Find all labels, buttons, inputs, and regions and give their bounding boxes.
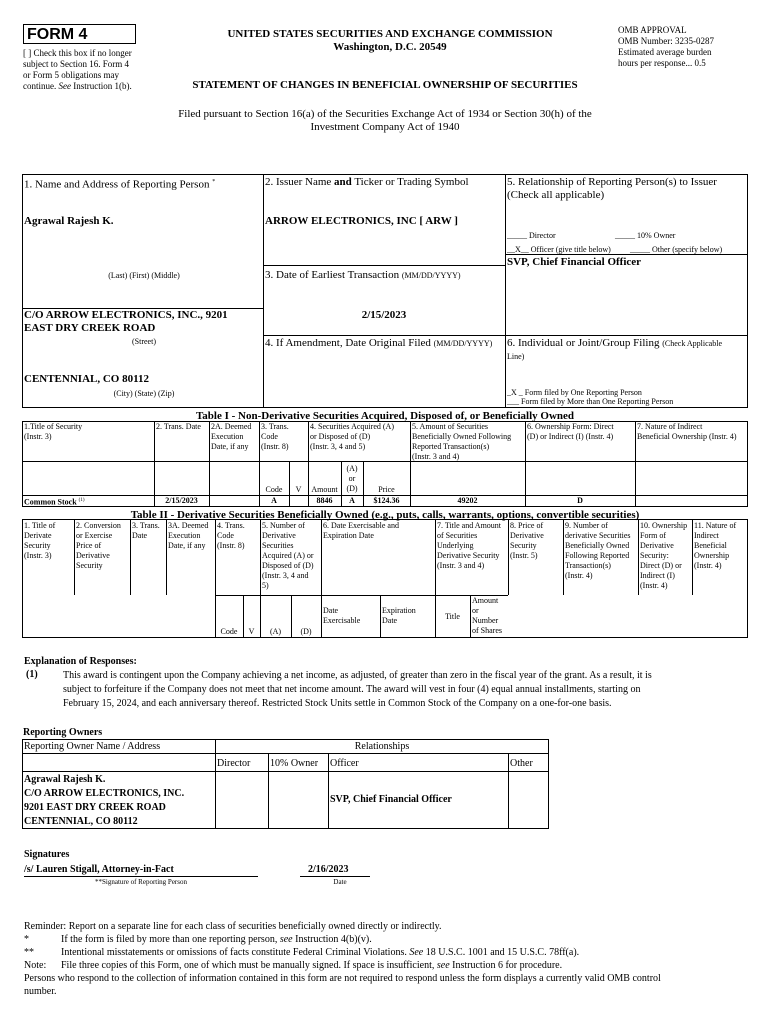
t2-c2: 2. Conversion or Exercise Price of Derivative Security	[76, 521, 121, 570]
form-label-box	[23, 24, 136, 44]
t1-col1: 1.Title of Security (Instr. 3)	[24, 422, 83, 441]
t2-c10: 10. Ownership Form of Derivative Security: Direct (D) or Indirect (I) (Instr. 4)	[640, 521, 688, 590]
t2-c5: 5. Number of Derivative Securities Acquired (A) or Disposed of (D) (Instr. 3, 4 and 5)	[262, 521, 314, 590]
t1-col2a: 2A. Deemed Execution Date, if any	[211, 422, 252, 451]
signature-date: 2/16/2023	[308, 864, 349, 875]
t2-c7: 7. Title and Amount of Securities Underlying Derivative Security (Instr. 3 and 4)	[437, 521, 502, 570]
other-option: _____ Other (specify below)	[630, 245, 723, 254]
footer-star1: *	[24, 934, 29, 945]
owners-col-name: Reporting Owner Name / Address	[24, 741, 161, 752]
t1-col6: 6. Ownership Form: Direct (D) or Indirect (I) (Instr. 4)	[527, 422, 614, 441]
agency-city: Washington, D.C. 20549	[333, 41, 447, 53]
date-hint: Date	[333, 878, 347, 886]
footer-persons: Persons who respond to the collection of information contained in this form are not required to respond unless the form displays a currently valid OMB control number.	[24, 973, 661, 997]
box3-label: 3. Date of Earliest Transaction (MM/DD/YYYY)	[265, 269, 461, 281]
t2-sub-exp: Expiration Date	[382, 606, 416, 625]
owners-col-officer: Officer	[330, 758, 359, 769]
t1-sub-amount: Amount	[311, 485, 338, 494]
filing-option-1: _X _ Form filed by One Reporting Person	[507, 388, 642, 397]
city-value: CENTENNIAL, CO 80112	[24, 373, 149, 385]
t1-row-title: Common Stock $^{(1)}$	[24, 497, 85, 507]
t2-sub-a: (A)	[269, 627, 282, 636]
t2-sub-code: Code	[220, 627, 238, 636]
street-hint: (Street)	[132, 337, 156, 346]
owners-col-director: Director	[217, 758, 251, 769]
t2-c3a: 3A. Deemed Execution Date, if any	[168, 521, 209, 550]
signer-hint: **Signature of Reporting Person	[95, 878, 187, 886]
t1-row-form: D	[577, 496, 583, 505]
ten-pct-option: _____ 10% Owner	[615, 231, 676, 240]
t1-row-date: 2/15/2023	[165, 496, 198, 505]
reporting-person-name: Agrawal Rajesh K.	[24, 215, 114, 227]
t1-sub-code: Code	[265, 485, 283, 494]
t2-sub-v: V	[248, 627, 255, 636]
t1-sub-price: Price	[378, 485, 395, 494]
footer-note: Note:	[24, 960, 47, 971]
t1-col3: 3. Trans. Code (Instr. 8)	[261, 422, 289, 451]
name-hint: (Last) (First) (Middle)	[108, 271, 180, 280]
omb-approval: OMB APPROVAL OMB Number: 3235-0287 Estimated average burden hours per response... 0.5	[618, 25, 714, 68]
box2-label: 2. Issuer Name and Ticker or Trading Symbol	[265, 176, 469, 188]
director-option: _____ Director	[507, 231, 556, 240]
city-hint: (City) (State) (Zip)	[113, 389, 175, 398]
t1-row-aord: A	[349, 496, 355, 505]
filing-option-2: ___ Form filed by More than One Reporting Person	[507, 397, 674, 406]
officer-option: __X__ Officer (give title below)	[507, 245, 611, 254]
explanation-num: (1)	[26, 669, 38, 680]
agency-title: UNITED STATES SECURITIES AND EXCHANGE COMMISSION	[227, 28, 553, 40]
t2-sub-exer: Date Exercisable	[323, 606, 361, 625]
statement-title: STATEMENT OF CHANGES IN BENEFICIAL OWNERSHIP OF SECURITIES	[192, 79, 578, 91]
explanation-heading: Explanation of Responses:	[24, 656, 137, 667]
t1-row-owned: 49202	[457, 496, 478, 505]
t2-c3: 3. Trans. Date	[132, 521, 160, 540]
form-label: FORM 4	[27, 26, 88, 43]
t2-c4: 4. Trans. Code (Instr. 8)	[217, 521, 245, 550]
t1-col4: 4. Securities Acquired (A) or Disposed of (D) (Instr. 3, 4 and 5)	[310, 422, 394, 451]
t2-sub-d: (D)	[300, 627, 312, 636]
t2-c9: 9. Number of derivative Securities Beneficially Owned Following Reported Transaction(s) (Instr. 4)	[565, 521, 631, 580]
t1-sub-aord: (A) or (D)	[346, 464, 358, 493]
t1-col5: 5. Amount of Securities Beneficially Owned Following Reported Transaction(s) (Instr. 3 and 4)	[412, 422, 512, 461]
t2-sub-title: Title	[445, 612, 460, 621]
earliest-transaction-date: 2/15/2023	[361, 309, 407, 321]
filed-pursuant: Filed pursuant to Section 16(a) of the Securities Exchange Act of 1934 or Section 30(h) of the Investment Company Act of 1940	[178, 108, 592, 133]
t2-c1: 1. Title of Derivate Security (Instr. 3)	[24, 521, 56, 560]
footer-note-text: File three copies of this Form, one of which must be manually signed. If space is insufficient, see Instruction 6 for procedure.	[61, 960, 563, 971]
table2-title: Table II - Derivative Securities Beneficially Owned (e.g., puts, calls, warrants, options, convertible securities)	[130, 509, 640, 521]
footer-reminder: Reminder: Report on a separate line for each class of securities beneficially owned directly or indirectly.	[24, 921, 442, 932]
t1-row-price: $124.36	[373, 496, 400, 505]
t2-c11: 11. Nature of Indirect Beneficial Ownership (Instr. 4)	[694, 521, 737, 570]
footer-star2: **	[24, 947, 34, 958]
table1-title: Table I - Non-Derivative Securities Acquired, Disposed of, or Beneficially Owned	[195, 410, 575, 422]
t1-col7: 7. Nature of Indirect Beneficial Ownership (Instr. 4)	[637, 422, 737, 441]
t2-c8: 8. Price of Derivative Security (Instr. 5)	[510, 521, 544, 560]
owners-col-other: Other	[510, 758, 533, 769]
issuer-name: ARROW ELECTRONICS, INC [ ARW ]	[265, 215, 458, 227]
box4-label: 4. If Amendment, Date Original Filed (MM/DD/YYYY)	[265, 337, 493, 349]
t2-sub-amt: Amount or Number of Shares	[472, 596, 502, 635]
t1-sub-v: V	[295, 485, 302, 494]
box6-label: 6. Individual or Joint/Group Filing (Check Applicable Line)	[507, 337, 722, 361]
footer-star1-text: If the form is filed by more than one reporting person, see Instruction 4(b)(v).	[61, 934, 372, 945]
officer-title: SVP, Chief Financial Officer	[507, 256, 642, 268]
t2-c6: 6. Date Exercisable and Expiration Date	[323, 521, 399, 540]
t1-row-amount: 8846	[316, 496, 333, 505]
box5-label: 5. Relationship of Reporting Person(s) to Issuer (Check all applicable)	[507, 176, 717, 201]
owners-heading: Reporting Owners	[23, 727, 103, 738]
footer-star2-text: Intentional misstatements or omissions of facts constitute Federal Criminal Violations. See 18 U.S.C. 1001 and 15 U.S.C. 78ff(a).	[61, 947, 580, 958]
explanation-text: This award is contingent upon the Company achieving a net income, as adjusted, of greater than zero in the fiscal year of the grant. As a result, it is subject to forfeiture if the Company does not meet that net income amount. The award will vest in four (4) equal annual installments, starting on February 15, 2024, and each anniversary thereof. Restricted Stock Units settle in Common Stock of the Company on a one-for-one basis.	[63, 670, 652, 709]
t1-row-code: A	[271, 496, 277, 505]
box1-label: 1. Name and Address of Reporting Person *	[24, 178, 216, 191]
t1-col2: 2. Trans. Date	[156, 422, 201, 431]
owners-col-ten: 10% Owner	[270, 758, 319, 769]
signatures-heading: Signatures	[24, 849, 70, 860]
owner-name-address: Agrawal Rajesh K. C/O ARROW ELECTRONICS, INC. 9201 EAST DRY CREEK ROAD CENTENNIAL, CO 80112	[24, 774, 185, 827]
street-value: C/O ARROW ELECTRONICS, INC., 9201 EAST DRY CREEK ROAD	[24, 309, 228, 334]
signer: /s/ Lauren Stigall, Attorney-in-Fact	[24, 864, 174, 875]
owners-col-rel: Relationships	[354, 741, 410, 752]
owner-officer-title: SVP, Chief Financial Officer	[330, 794, 452, 805]
checkbox-note: [ ] Check this box if no longer subject to Section 16. Form 4 or Form 5 obligations may continue. See Instruction 1(b).	[23, 48, 132, 91]
